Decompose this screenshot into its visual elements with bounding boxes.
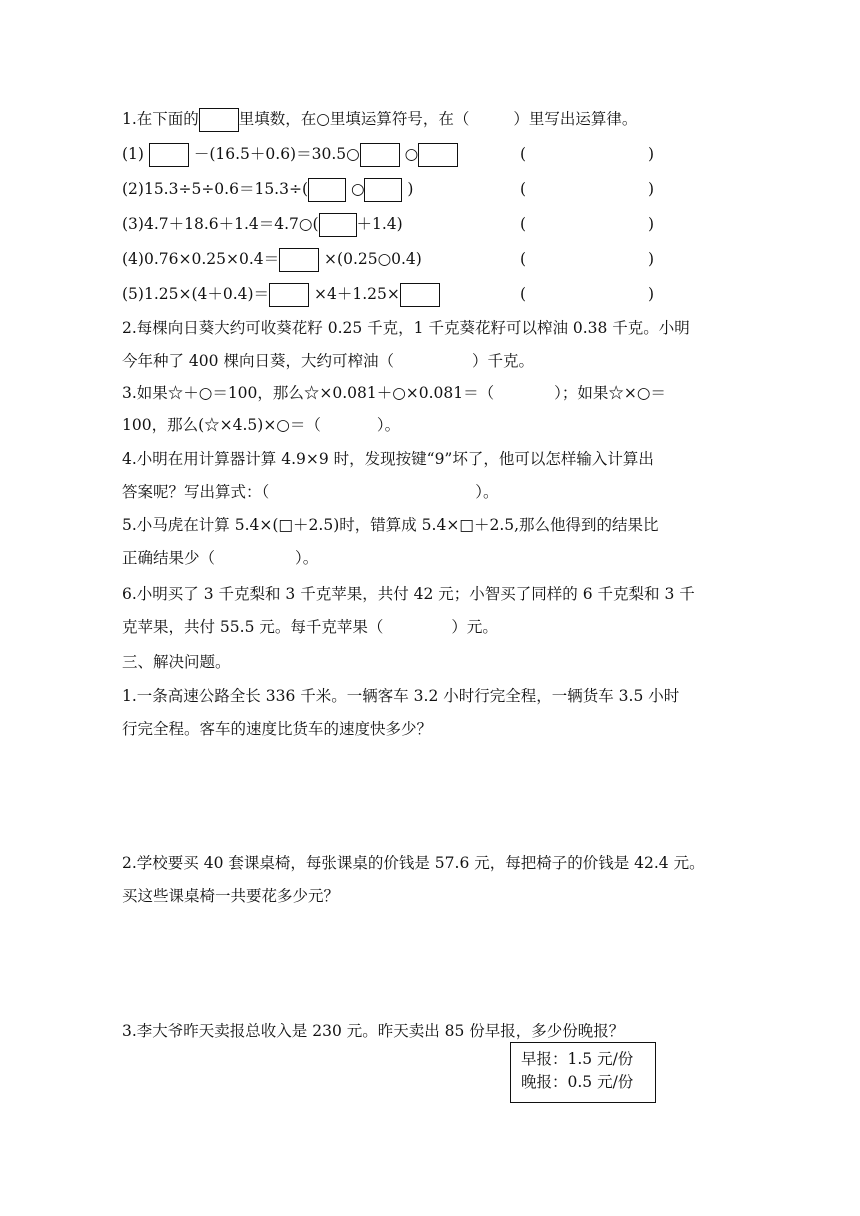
paren-open: ( xyxy=(520,180,527,198)
q6-text: ）元。 xyxy=(451,618,498,636)
law-answer-paren[interactable] xyxy=(520,143,654,165)
q1-item-5 xyxy=(122,283,440,305)
blank-box[interactable] xyxy=(269,283,309,307)
q3-line-2 xyxy=(122,414,400,436)
q4-text: 答案呢？写出算式：（ xyxy=(122,483,270,501)
paren-open: ( xyxy=(520,215,527,233)
paren-open: ( xyxy=(520,250,527,268)
q1-stem xyxy=(122,108,637,130)
q1-item-4 xyxy=(122,248,422,270)
problem-1-line-1: 1.一条高速公路全长 336 千米。一辆客车 3.2 小时行完全程，一辆货车 3.5 小时 xyxy=(122,687,680,705)
law-answer-paren[interactable] xyxy=(520,213,654,235)
blank-box[interactable] xyxy=(279,248,319,272)
law-answer-paren[interactable] xyxy=(520,283,654,305)
q1-item-3 xyxy=(122,213,403,235)
paren-open: ( xyxy=(520,285,527,303)
item-text: (4)0.76×0.25×0.4＝ xyxy=(122,250,280,268)
q2-text: 今年种了 400 棵向日葵，大约可榨油（ xyxy=(122,352,394,370)
q2-line-1: 2.每棵向日葵大约可收葵花籽 0.25 千克，1 千克葵花籽可以榨油 0.38 千克。小明 xyxy=(122,319,690,337)
paren-open: ( xyxy=(520,145,527,163)
item-text: ) xyxy=(407,180,414,198)
morning-paper-price: 早报：1.5 元/份 xyxy=(521,1050,634,1068)
item-text: ○ xyxy=(350,180,365,198)
item-text: ＋1.4) xyxy=(356,215,403,233)
blank-box[interactable] xyxy=(418,143,458,167)
blank-box[interactable] xyxy=(400,283,440,307)
item-text: (3)4.7＋18.6＋1.4＝4.7○( xyxy=(122,215,319,233)
q4-line-2 xyxy=(122,481,499,503)
paren-close: ) xyxy=(647,145,654,163)
q1-stem-part: 里填数，在○里填运算符号，在（ xyxy=(238,110,470,128)
q3-text: 100，那么(☆×4.5)×○＝（ xyxy=(122,416,321,434)
paren-close: ) xyxy=(647,215,654,233)
q1-item-1 xyxy=(122,143,458,165)
q3-text: ）；如果☆×○＝ xyxy=(554,384,666,402)
blank-box[interactable] xyxy=(364,178,402,202)
q3-text: 3.如果☆＋○＝100，那么☆×0.081＋○×0.081＝（ xyxy=(122,384,495,402)
item-text: －(16.5＋0.6)＝30.5○ xyxy=(193,145,360,163)
q5-line-1: 5.小马虎在计算 5.4×(□＋2.5)时，错算成 5.4×□＋2.5,那么他得到的结果比 xyxy=(122,516,659,534)
q6-line-1: 6.小明买了 3 千克梨和 3 千克苹果，共付 42 元；小智买了同样的 6 千克梨和 3 千 xyxy=(122,585,695,603)
blank-box[interactable] xyxy=(308,178,346,202)
q4-text: ）。 xyxy=(475,483,499,501)
section-heading: 三、解决问题。 xyxy=(122,653,231,671)
problem-2-line-1: 2.学校要买 40 套课桌椅，每张课桌的价钱是 57.6 元，每把椅子的价钱是 42.4 元。 xyxy=(122,854,705,872)
item-text: (2)15.3÷5÷0.6＝15.3÷( xyxy=(122,180,309,198)
q4-line-1: 4.小明在用计算器计算 4.9×9 时，发现按键“9”坏了，他可以怎样输入计算出 xyxy=(122,450,654,468)
q5-line-2 xyxy=(122,547,318,569)
q1-stem-part: 1.在下面的 xyxy=(122,110,199,128)
q5-text: ）。 xyxy=(295,549,319,567)
answer-area-3[interactable] xyxy=(122,1110,742,1200)
q1-item-2 xyxy=(122,178,413,200)
evening-paper-price: 晚报：0.5 元/份 xyxy=(521,1073,634,1091)
q6-text: 克苹果，共付 55.5 元。每千克苹果（ xyxy=(122,618,384,636)
item-text: (5)1.25×(4＋0.4)＝ xyxy=(122,285,270,303)
problem-1-line-2: 行完全程。客车的速度比货车的速度快多少？ xyxy=(122,720,433,738)
paren-close: ) xyxy=(647,250,654,268)
q3-line-1 xyxy=(122,382,666,404)
answer-area-1[interactable] xyxy=(122,750,742,840)
problem-3-line-1: 3.李大爷昨天卖报总收入是 230 元。昨天卖出 85 份早报，多少份晚报？ xyxy=(122,1022,625,1040)
item-text: ×(0.25○0.4) xyxy=(324,250,422,268)
answer-area-2[interactable] xyxy=(122,915,742,1010)
q5-text: 正确结果少（ xyxy=(122,549,216,567)
q2-text: ）千克。 xyxy=(471,352,534,370)
blank-box[interactable] xyxy=(199,108,239,132)
law-answer-paren[interactable] xyxy=(520,248,654,270)
blank-box[interactable] xyxy=(360,143,400,167)
item-text: ○ xyxy=(404,145,419,163)
blank-box[interactable] xyxy=(149,143,189,167)
newspaper-price-box xyxy=(510,1042,656,1103)
paren-close: ) xyxy=(647,285,654,303)
problem-2-line-2: 买这些课桌椅一共要花多少元？ xyxy=(122,887,340,905)
paren-close: ) xyxy=(647,180,654,198)
q1-stem-part: ）里写出运算律。 xyxy=(513,110,638,128)
q2-line-2 xyxy=(122,350,534,372)
item-text: ×4＋1.25× xyxy=(314,285,400,303)
blank-box[interactable] xyxy=(319,213,357,237)
item-text: (1) xyxy=(122,145,144,163)
q3-text: ）。 xyxy=(376,416,401,434)
q6-line-2 xyxy=(122,616,498,638)
law-answer-paren[interactable] xyxy=(520,178,654,200)
